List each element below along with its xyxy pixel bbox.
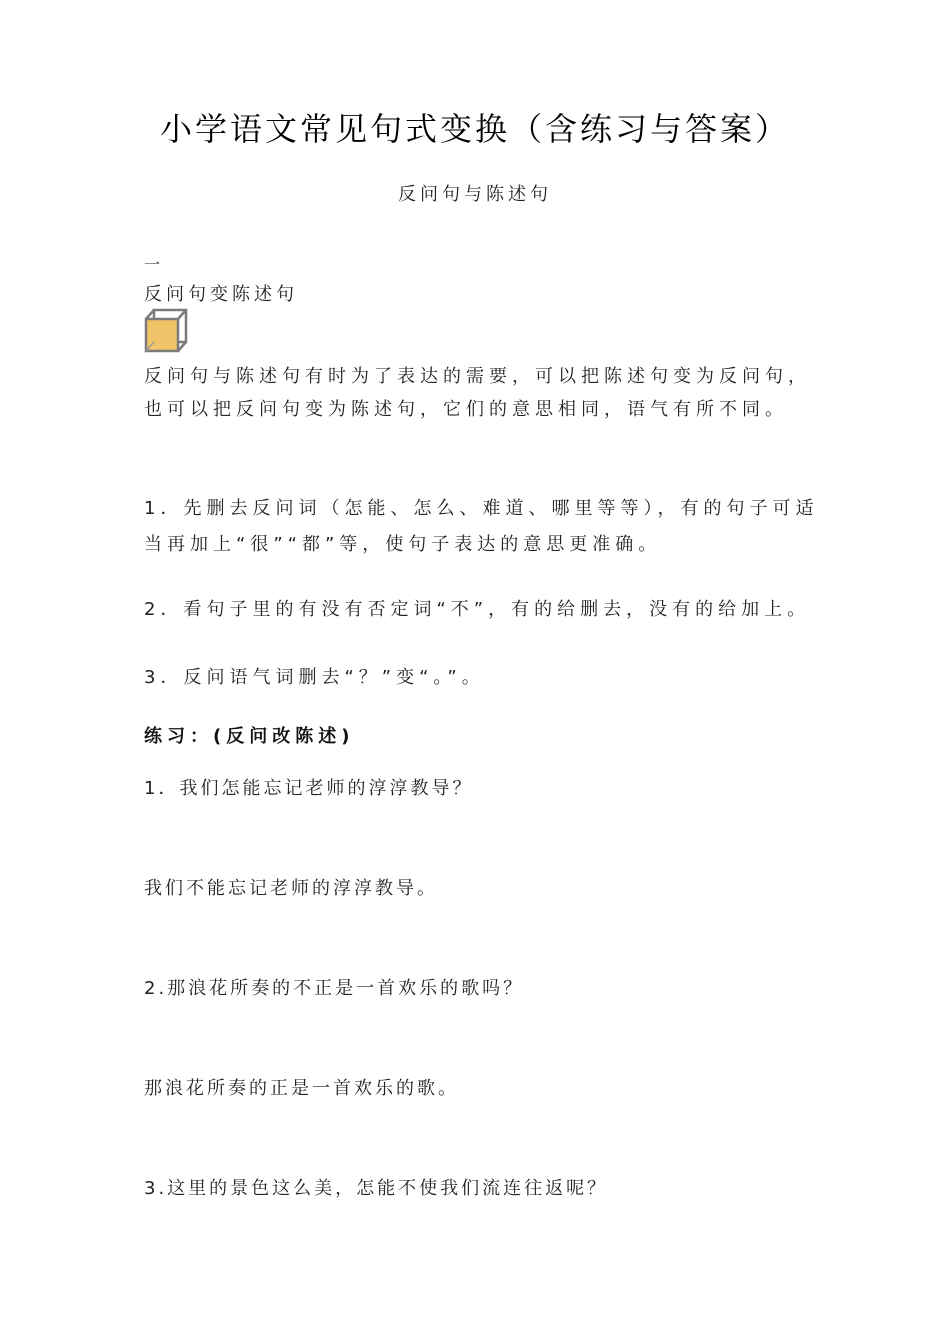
rule-3: 3．反问语气词删去“？”变“。”。: [144, 667, 485, 688]
document-title: 小学语文常见句式变换（含练习与答案）: [159, 110, 790, 148]
rule-2: 2．看句子里的有没有否定词“不”，有的给删去，没有的给加上。: [144, 599, 811, 620]
practice-answer-2: 那浪花所奏的正是一首欢乐的歌。: [144, 1078, 459, 1099]
section-title: 反问句变陈述句: [144, 284, 298, 305]
document-subtitle: 反问句与陈述句: [398, 184, 552, 205]
practice-heading: 练习：(反问改陈述): [144, 726, 355, 747]
cube-icon: [144, 308, 190, 354]
rule-1: 1．先删去反问词（怎能、怎么、难道、哪里等等），有的句子可适当再加上“很”“都”等，使句子表达的意思更准确。: [144, 498, 819, 555]
intro-paragraph: 反问句与陈述句有时为了表达的需要，可以把陈述句变为反问句，也可以把反问句变为陈述句，它们的意思相同，语气有所不同。: [144, 366, 811, 420]
section-number: 一: [144, 255, 161, 274]
practice-question-3: 3.这里的景色这么美，怎能不使我们流连往返呢？: [144, 1178, 609, 1199]
practice-question-1: 1．我们怎能忘记老师的淳淳教导？: [144, 778, 474, 799]
practice-answer-1: 我们不能忘记老师的淳淳教导。: [144, 878, 438, 899]
practice-question-2: 2.那浪花所奏的不正是一首欢乐的歌吗？: [144, 978, 525, 999]
